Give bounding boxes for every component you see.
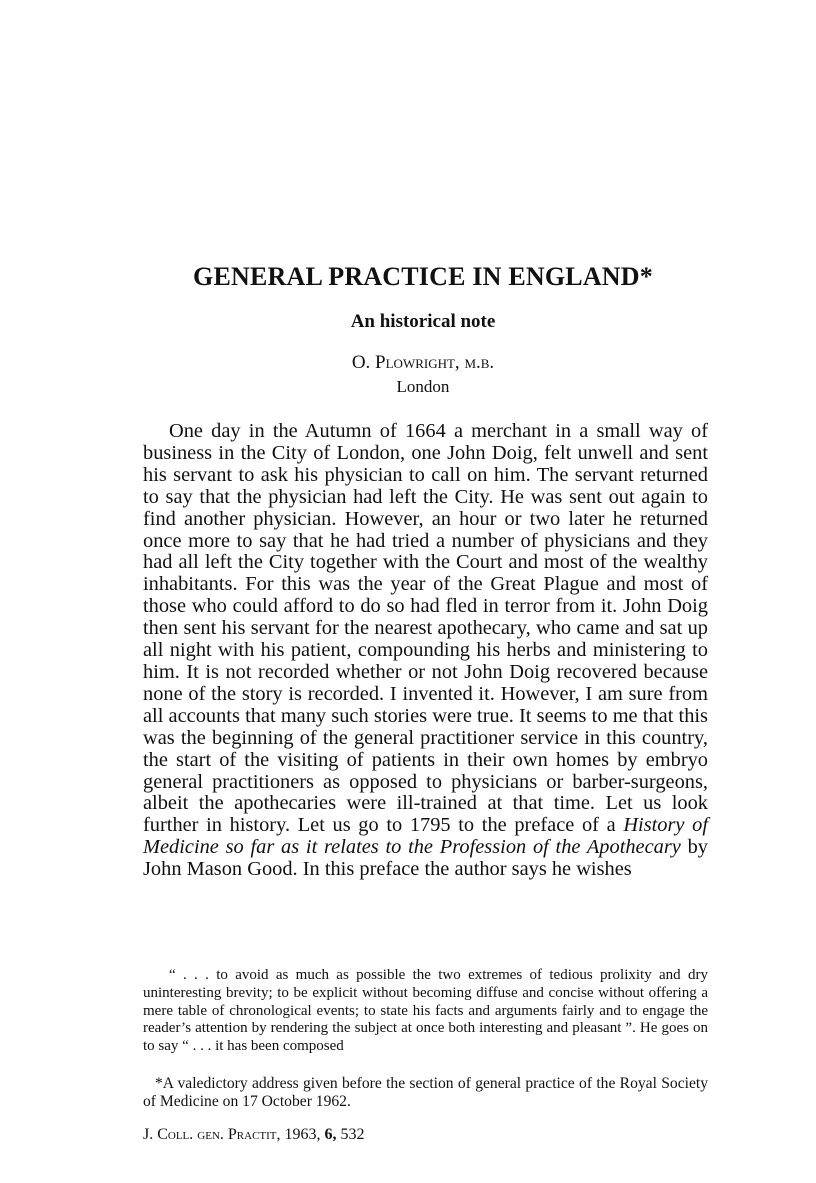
article-title: GENERAL PRACTICE IN ENGLAND* [193,262,653,291]
citation-volume: 6, [324,1126,337,1143]
block-quote: “ . . . to avoid as much as possible the two extremes of tedious prolixity and dry uninteresting brevity; to be explicit without becoming diffuse and concise without offering a mere table of chronological events; to state his facts and arguments fairly and to engage the reader’s attention by rendering the subject at once both interesting and pleasant ”. He goes on to say “ . . . it has been composed [143,967,708,1055]
body-text-end: by John Mason Good. In this preface the author says he wishes [143,836,708,881]
body-text-main: One day in the Autumn of 1664 a merchant in a small way of business in the City of London, one John Doig, felt unwell and sent his servant to ask his physician to call on him. The servant returned to say that the physician had left the City. He was sent out again to find another physician. However, an hour or two later he returned once more to say that he had tried a number of physicians and they had all left the City together with the Court and most of the wealthy inhabitants. For this was the year of the Great Plague and most of those who could afford to do so had fled in terror from it. John Doig then sent his servant for the nearest apothecary, who came and sat up all night with his patient, compounding his herbs and ministering to him. It is not recorded whether or not John Doig recovered because none of the story is recorded. I invented it. However, I am sure from all accounts that many such stories were true. It seems to me that this was the beginning of the general practitioner service in this country, the start of the visiting of patients in their own homes by embryo general practitioners as opposed to physicians or barber-surgeons, albeit the apothecaries were ill-trained at that time. Let us look further in history. Let us go to 1795 to the preface of a [143,420,708,837]
citation-year: 1963, [284,1126,321,1143]
footnote: *A valedictory address given before the section of general practice of the Royal Society of Medicine on 17 October 1962. [143,1075,708,1111]
author-degree: m.b. [464,352,495,373]
article-subtitle: An historical note [350,311,496,332]
cited-book-title: History of Medicine so far as it relates to the Profession of the Apothecary [143,814,708,859]
author-name: O. Plowright, [351,352,460,373]
journal-citation [143,1126,365,1144]
citation-journal: J. Coll. gen. Practit, [143,1126,281,1143]
author-location: London [396,377,450,396]
citation-page: 532 [340,1126,365,1143]
body-paragraph [143,421,708,881]
author-line [0,352,816,374]
